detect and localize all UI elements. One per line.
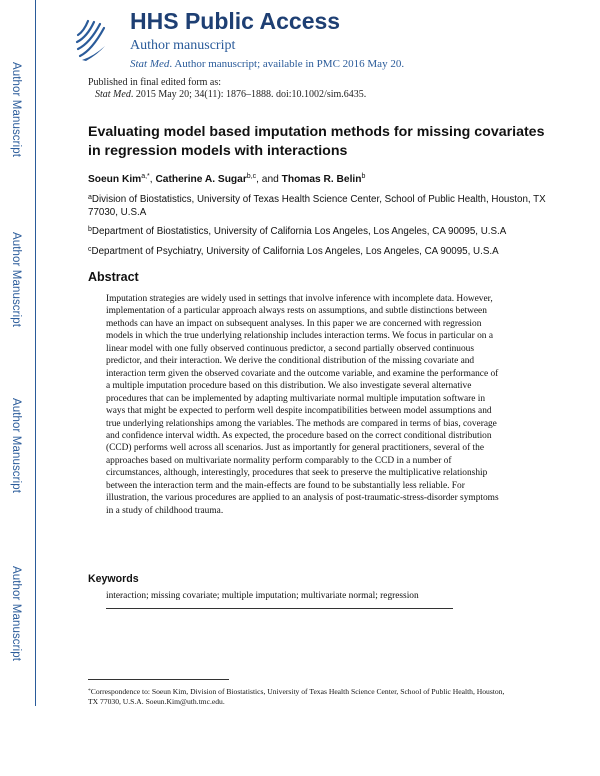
affiliation-mark: b — [88, 226, 92, 233]
availability-line — [130, 58, 404, 70]
author-name: Thomas R. Belin — [281, 174, 362, 185]
abstract-text: Imputation strategies are widely used in settings that involve inference with incomplete data. However, implementation of a particular approach always rests on assumptions, and subtle distinctions between methods can have an impact on subsequent analyses. In this paper we are concerned with regression models in which the true underlying relationship includes interaction terms. We focus in particular on a linear model with one fully observed continuous predictor, a second partially observed continuous predictor, and their interaction. We derive the conditional distribution of the missing covariate and interaction term given the observed covariate and the outcome variable, and examine the performance of a multiple imputation procedure based on this distribution. We also investigate several alternative procedures that can be implemented by adapting multivariate normal multiple imputation software in ways that might be expected to perform well despite incompatibilities between model assumptions and true underlying relationships among the variables. The methods are compared in terms of bias, coverage and confidence interval width. As expected, the procedure based on the correct conditional distribution (CCD) performs well across all scenarios. Just as importantly for general practitioners, several of the approaches based on multivariate normality perform comparably to the CCD in a number of circumstances, although, interestingly, procedures that seek to preserve the multiplicative relationship between the interaction term and the main-effects are found to be substantially less reliable. For illustration, the various procedures are applied to an analysis of post-traumatic-stress-disorder symptoms in a study of childhood trauma. — [106, 294, 499, 516]
author-list — [88, 174, 365, 185]
affiliation-text: Division of Biostatistics, University of Texas Health Science Center, School of Public Health, Houston, TX 77030, U.S.A — [88, 194, 546, 218]
correspondence-footnote — [88, 687, 508, 707]
affiliation — [88, 245, 548, 258]
keywords-divider — [106, 608, 453, 609]
affiliation — [88, 193, 548, 219]
author-name: Soeun Kim — [88, 174, 142, 185]
manuscript-label: Author manuscript — [130, 38, 236, 53]
affiliation-mark: a — [88, 194, 92, 201]
affiliation-text: Department of Psychiatry, University of California Los Angeles, Los Angeles, CA 90095, U.S.A — [91, 246, 499, 257]
sidebar-label: Author Manuscript — [10, 398, 22, 494]
author-separator: , — [149, 174, 156, 185]
author-affiliation-mark: a,* — [141, 173, 150, 180]
hhs-eagle-icon — [74, 16, 108, 62]
footnote-mark: * — [88, 688, 91, 694]
citation-journal: Stat Med — [95, 89, 131, 100]
footnote-text: Correspondence to: Soeun Kim, Division of Biostatistics, University of Texas Health Science Center, School of Public Health, Houston, TX 77030, U.S.A. Soeun.Kim@uth.tmc.edu. — [88, 687, 505, 706]
footnote-divider — [88, 679, 229, 680]
author-name: Catherine A. Sugar — [155, 174, 247, 185]
affiliation — [88, 225, 548, 238]
abstract-heading: Abstract — [88, 270, 139, 284]
journal-name: Stat Med — [130, 58, 170, 70]
affiliation-text: Department of Biostatistics, University of California Los Angeles, Los Angeles, CA 90095, U.S.A — [91, 226, 507, 237]
availability-text: . Author manuscript; available in PMC 2016 May 20. — [169, 58, 405, 70]
brand-title: HHS Public Access — [130, 8, 341, 34]
author-separator: , and — [256, 174, 282, 185]
citation-line — [95, 89, 366, 100]
author-affiliation-mark: b — [361, 173, 366, 180]
keywords-text: interaction; missing covariate; multiple imputation; multivariate normal; regression — [106, 591, 419, 601]
sidebar-divider — [35, 0, 36, 706]
keywords-heading: Keywords — [88, 573, 139, 585]
author-manuscript-sidebar — [0, 0, 38, 776]
sidebar-label: Author Manuscript — [10, 566, 22, 662]
author-affiliation-mark: b,c — [246, 173, 257, 180]
sidebar-label: Author Manuscript — [10, 232, 22, 328]
sidebar-label: Author Manuscript — [10, 62, 22, 158]
published-in-label: Published in final edited form as: — [88, 77, 222, 88]
article-title: Evaluating model based imputation methods for missing covariates in regression models with interactions — [88, 124, 545, 159]
affiliation-mark: c — [88, 246, 92, 253]
citation-details: . 2015 May 20; 34(11): 1876–1888. doi:10.1002/sim.6435. — [130, 89, 367, 100]
